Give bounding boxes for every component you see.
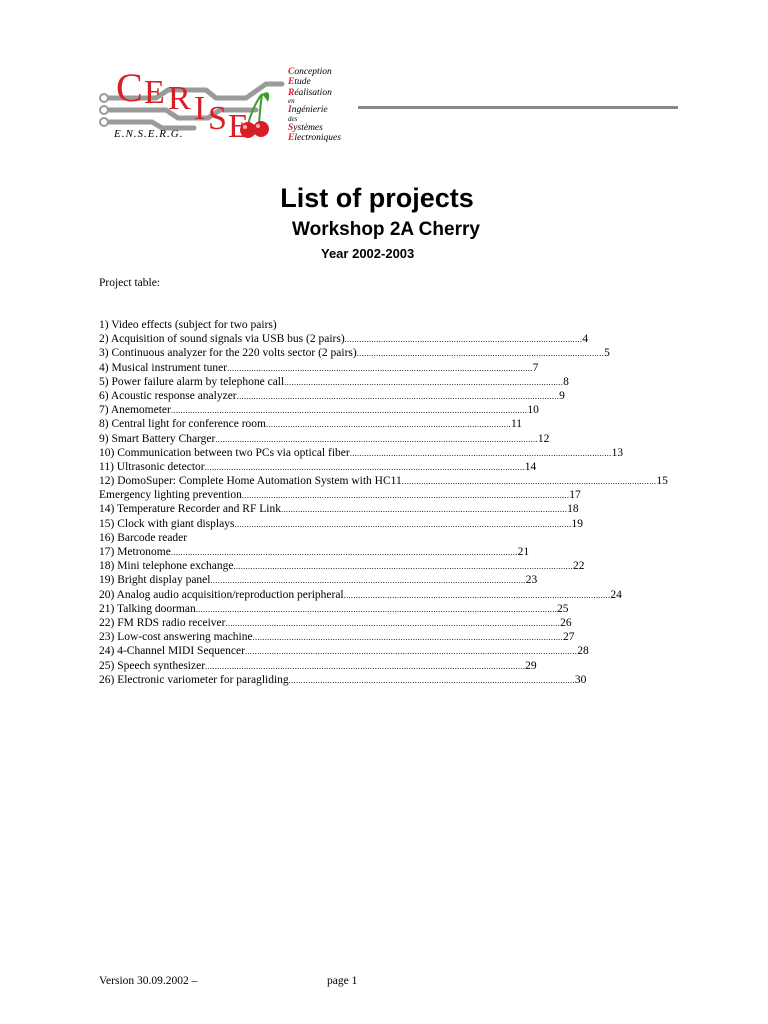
project-title: 2) Acquisition of sound signals via USB bus (2 pairs)	[99, 333, 345, 346]
project-entry	[99, 475, 739, 489]
logo-letter: E	[228, 108, 249, 145]
project-entry	[99, 560, 739, 574]
project-title: 18) Mini telephone exchange	[99, 560, 234, 573]
leader-dots: ...............................................................................................................................................	[170, 548, 518, 557]
project-page-number: 25	[557, 602, 569, 615]
acronym-initial: E	[288, 133, 295, 144]
project-title: 11) Ultrasonic detector	[99, 460, 205, 473]
project-title: 10) Communication between two PCs via optical fiber	[99, 446, 350, 459]
project-entry	[99, 645, 739, 659]
logo-letter: I	[194, 90, 206, 127]
project-page-number: 5	[604, 347, 610, 360]
project-title: 15) Clock with giant displays	[99, 517, 235, 530]
project-title: 21) Talking doorman	[99, 602, 196, 615]
project-entry	[99, 589, 739, 603]
project-entry	[99, 532, 739, 546]
acronym-word: des	[288, 114, 298, 123]
project-title: 8) Central light for conference room	[99, 418, 267, 431]
project-entry	[99, 404, 739, 418]
acronym-line	[288, 88, 370, 98]
project-entry	[99, 674, 739, 688]
leader-dots: ....................................................................................................................................	[204, 462, 525, 472]
footer-page-number: page 1	[327, 975, 358, 987]
logo-letter: C	[116, 65, 143, 110]
logo-letter: S	[208, 100, 227, 137]
project-page-number: 15	[656, 475, 668, 488]
project-entry	[99, 518, 739, 532]
project-page-number: 13	[611, 446, 624, 459]
acronym-word: éalisation	[294, 87, 332, 98]
project-entry	[99, 631, 739, 645]
project-page-number: 22	[572, 560, 585, 573]
project-entry	[99, 319, 739, 333]
acronym-line	[288, 123, 370, 133]
logo-letter: E	[144, 74, 165, 111]
project-title: 7) Anemometer	[99, 404, 171, 417]
project-page-number: 24	[610, 588, 622, 601]
leader-dots: ............................................................................................................	[349, 448, 612, 458]
project-title: 5) Power failure alarm by telephone call	[99, 375, 285, 388]
leader-dots: .......................................................................................................................................	[241, 491, 570, 500]
project-entry	[99, 461, 739, 475]
project-page-number: 4	[582, 333, 589, 346]
leader-dots: ...........................................................................................................................................	[234, 519, 572, 529]
leader-dots: ......................................................................................................................	[288, 675, 575, 685]
project-entry	[99, 503, 739, 517]
project-title: 9) Smart Battery Charger	[99, 432, 216, 445]
leader-dots: ..............................................................................................................................	[227, 363, 533, 373]
project-title: 22) FM RDS radio receiver	[99, 616, 226, 629]
project-page-number: 14	[524, 460, 537, 473]
project-page-number: 27	[563, 631, 575, 644]
project-title: 20) Analog audio acquisition/reproduction peripheral	[99, 588, 344, 601]
acronym-initial: E	[288, 77, 295, 88]
project-page-number: 26	[560, 616, 572, 629]
project-title: Emergency lighting prevention	[99, 489, 242, 502]
leader-dots: .....................................................................................................	[266, 420, 511, 429]
acronym-line	[288, 133, 370, 143]
project-title: 26) Electronic variometer for paragliding	[99, 673, 289, 686]
leader-dots: ...................................................................................................................	[284, 377, 564, 387]
leader-dots: ..........................................................................................................................................	[225, 618, 561, 628]
leader-dots: ............................................................................................................................................	[233, 562, 573, 571]
page-title: List of projects	[280, 183, 474, 213]
project-page-number: 29	[525, 659, 537, 672]
project-entry	[99, 574, 739, 588]
leader-dots: ......................................................................................................................	[280, 505, 568, 514]
project-title: 19) Bright display panel	[99, 574, 211, 587]
project-page-number: 11	[510, 418, 523, 431]
project-title: 12) DomoSuper: Complete Home Automation System with HC11	[99, 475, 402, 488]
acronym-word: ystèmes	[293, 122, 323, 133]
footer-version: Version 30.09.2002 –	[99, 975, 198, 987]
project-entry	[99, 362, 739, 376]
project-title: 14) Temperature Recorder and RF Link	[99, 503, 281, 516]
project-title: 23) Low-cost answering machine	[99, 631, 253, 644]
cerise-logo	[96, 62, 358, 152]
project-title: 6) Acoustic response analyzer	[99, 389, 237, 402]
acronym-word: ngénierie	[291, 105, 328, 116]
acronym-initial: C	[288, 67, 295, 77]
acronym-word: onception	[294, 67, 332, 77]
acronym-word: lectroniques	[294, 133, 341, 144]
leader-dots: ...................................................................................................................................................	[170, 406, 528, 415]
leader-dots: ......................................................................................................	[356, 349, 605, 358]
project-list	[99, 319, 739, 688]
acronym-initial: S	[288, 122, 294, 133]
project-page-number: 19	[571, 517, 584, 530]
project-title: 17) Metronome	[99, 546, 171, 558]
institution-name: E.N.S.E.R.G.	[114, 128, 184, 140]
project-page-number: 21	[517, 546, 530, 558]
project-page-number: 7	[532, 361, 539, 374]
project-entry	[99, 546, 739, 560]
leader-dots: .....................................................................................................................................	[215, 434, 538, 443]
intro-text: Project table:	[99, 277, 160, 289]
project-title: 4) Musical instrument tuner	[99, 361, 228, 374]
project-page-number: 12	[537, 432, 550, 445]
logo-letter: R	[168, 80, 191, 117]
project-entry	[99, 489, 739, 503]
acronym-initial: I	[288, 105, 292, 116]
project-page-number: 10	[527, 404, 539, 417]
project-entry	[99, 333, 739, 347]
leader-dots: .....................................................................................................................................	[236, 391, 560, 401]
leader-dots: ....................................................................................................................................	[205, 661, 526, 670]
project-entry	[99, 603, 739, 617]
project-page-number: 17	[569, 489, 581, 502]
academic-year: Year 2002-2003	[321, 246, 415, 261]
leader-dots: .........................................................................................................	[401, 477, 657, 486]
project-page-number: 30	[574, 673, 587, 686]
project-title: 25) Speech synthesizer	[99, 659, 206, 672]
project-page-number: 8	[563, 375, 569, 388]
project-entry	[99, 390, 739, 404]
project-entry	[99, 447, 739, 461]
project-entry	[99, 617, 739, 631]
project-title: 3) Continuous analyzer for the 220 volts sector (2 pairs)	[99, 347, 357, 360]
project-entry	[99, 347, 739, 361]
project-entry	[99, 660, 739, 674]
project-page-number: 23	[525, 574, 538, 587]
project-title: 24) 4-Channel MIDI Sequencer	[99, 645, 245, 658]
project-entry	[99, 376, 739, 390]
project-page-number: 28	[577, 645, 589, 658]
acronym-line	[288, 67, 370, 77]
acronym-word: en	[288, 97, 295, 106]
project-entry	[99, 418, 739, 432]
project-title: 16) Barcode reader	[99, 531, 188, 544]
leader-dots: ................................................................................................................................	[252, 633, 564, 642]
page-subtitle: Workshop 2A Cherry	[292, 219, 480, 240]
leader-dots: .....................................................................................................................................................	[195, 604, 558, 614]
leader-dots: ..................................................................................................	[344, 335, 583, 344]
acronym-initial: R	[288, 87, 295, 98]
project-title: 1) Video effects (subject for two pairs)	[99, 319, 277, 331]
project-page-number: 9	[559, 389, 565, 402]
leader-dots: ..................................................................................................................................	[210, 576, 526, 585]
acronym-line	[288, 77, 370, 87]
header-rule	[358, 106, 678, 109]
leader-dots: ..............................................................................................................	[343, 590, 611, 600]
leader-dots: .........................................................................................................................................	[244, 647, 578, 656]
project-entry	[99, 433, 739, 447]
acronym-line	[288, 98, 370, 105]
project-page-number: 18	[567, 503, 579, 516]
acronym-line	[288, 116, 370, 123]
acronym-word: tude	[294, 77, 311, 88]
